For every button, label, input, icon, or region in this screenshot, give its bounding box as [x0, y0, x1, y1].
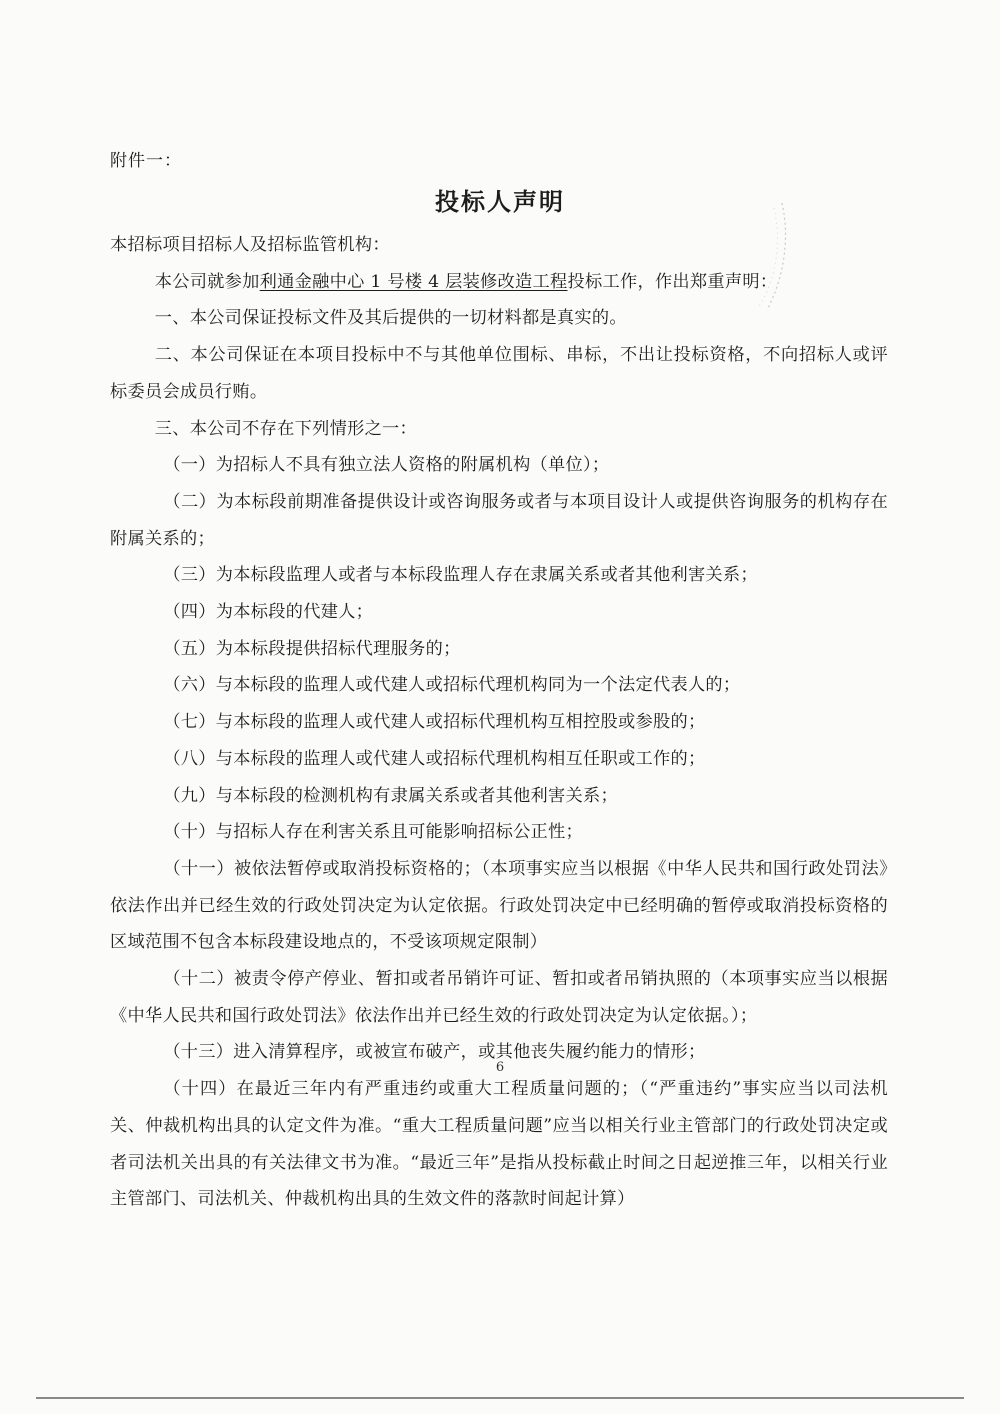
intro-after: 投标工作，作出郑重声明： — [567, 271, 778, 292]
bottom-rule — [36, 1397, 964, 1399]
list-item: （五）为本标段提供招标代理服务的； — [163, 638, 461, 659]
list-item: （九）与本标段的检测机构有隶属关系或者其他利害关系； — [163, 785, 618, 806]
list-item: （六）与本标段的监理人或代建人或招标代理机构同为一个法定代表人的； — [163, 675, 741, 696]
page-title: 投标人声明 — [435, 187, 565, 216]
list-item: （一）为招标人不具有独立法人资格的附属机构（单位）； — [163, 455, 610, 476]
list-item: （二）为本标段前期准备提供设计或咨询服务或者与本项目设计人或提供咨询服务的机构存在附属关系的； — [110, 491, 888, 549]
statement-2: 二、本公司保证在本项目投标中不与其他单位围标、串标，不出让投标资格，不向招标人或评标委员会成员行贿。 — [110, 345, 888, 402]
list-item: （十四）在最近三年内有严重违约或重大工程质量问题的；（“严重违约”事实应当以司法机关、仲裁机构出具的认定文件为准。“重大工程质量问题”应当以相关行业主管部门的行政处罚决定或者司法机关出具的有关法律文书为准。“最近三年”是指从投标截止时间之日起逆推三年，以相关行业主管部门、司法机关、仲裁机构出具的生效文件的落款时间起计算） — [110, 1079, 888, 1210]
list-item: （七）与本标段的监理人或代建人或招标代理机构互相控股或参股的； — [163, 712, 706, 733]
intro-paragraph — [110, 264, 888, 301]
statement-3: 三、本公司不存在下列情形之一： — [154, 418, 418, 439]
project-name: 利通金融中心 1 号楼 4 层装修改造工程 — [259, 271, 568, 292]
statement-1: 一、本公司保证投标文件及其后提供的一切材料都是真实的。 — [154, 308, 627, 329]
addressee: 本招标项目招标人及招标监管机构： — [110, 235, 390, 255]
list-item: （十三）进入清算程序，或被宣布破产，或其他丧失履约能力的情形； — [163, 1042, 706, 1063]
list-item: （十二）被责令停产停业、暂扣或者吊销许可证、暂扣或者吊销执照的（本项事实应当以根据《中华人民共和国行政处罚法》依法作出并已经生效的行政处罚决定为认定依据。）； — [110, 969, 888, 1026]
attachment-label: 附件一： — [110, 151, 182, 171]
list-item: （十一）被依法暂停或取消投标资格的；（本项事实应当以根据《中华人民共和国行政处罚法》依法作出并已经生效的行政处罚决定为认定依据。行政处罚决定中已经明确的暂停或取消投标资格的区域范围不包含本标段建设地点的，不受该项规定限制） — [110, 858, 888, 953]
list-item: （八）与本标段的监理人或代建人或招标代理机构相互任职或工作的； — [163, 748, 706, 769]
list-item: （三）为本标段监理人或者与本标段监理人存在隶属关系或者其他利害关系； — [163, 565, 758, 586]
list-item: （四）为本标段的代建人； — [163, 602, 374, 623]
intro-before: 本公司就参加 — [154, 271, 260, 292]
list-item: （十）与招标人存在利害关系且可能影响招标公正性； — [163, 822, 584, 843]
page-number: 6 — [495, 1060, 505, 1075]
